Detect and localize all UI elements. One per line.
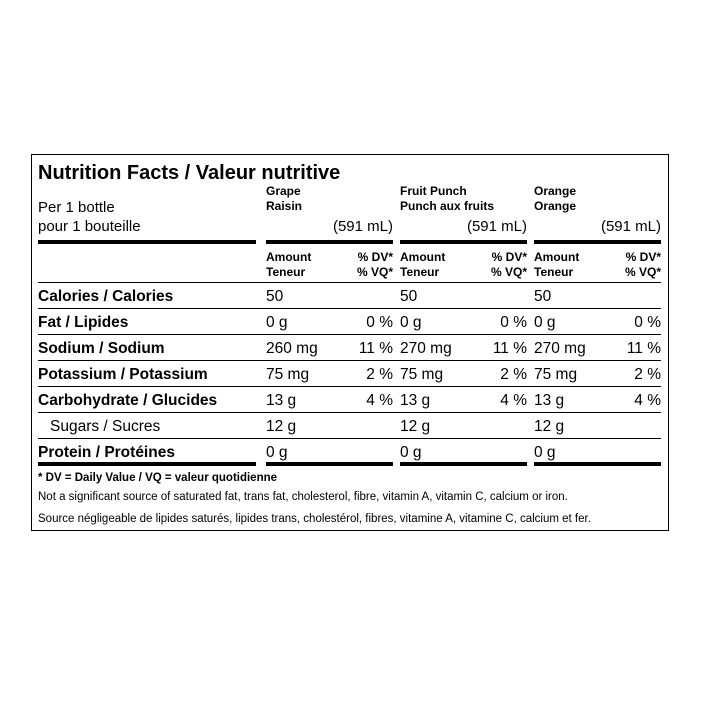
thick-rule-label-bottom	[38, 462, 256, 466]
amount-header-fr: Teneur	[400, 265, 440, 279]
serving-volume: (591 mL)	[466, 218, 527, 235]
nutrient-amount: 12 g	[400, 418, 431, 435]
nutrient-label: Carbohydrate / Glucides	[38, 392, 218, 409]
nutrient-daily-value: 11 %	[492, 340, 527, 357]
dv-header-fr: % VQ*	[490, 265, 527, 279]
nutrient-daily-value: 2 %	[634, 366, 661, 383]
nutrient-amount: 12 g	[266, 418, 297, 435]
nutrient-label: Potassium / Potassium	[38, 366, 208, 383]
serving-size-fr: pour 1 bouteille	[38, 218, 141, 235]
nutrient-amount: 75 mg	[400, 366, 444, 383]
nutrient-amount: 0 g	[266, 314, 288, 331]
nutrient-amount: 0 g	[266, 444, 288, 461]
flavor-name-fr: Raisin	[266, 199, 303, 213]
nutrient-amount: 0 g	[400, 444, 422, 461]
thick-rule-column-top	[534, 240, 661, 244]
nutrient-amount: 12 g	[534, 418, 565, 435]
nutrient-label: Calories / Calories	[38, 288, 174, 305]
nutrient-daily-value: 4 %	[634, 392, 661, 409]
amount-header-en: Amount	[400, 250, 446, 264]
row-rule	[38, 360, 661, 361]
nutrient-amount: 13 g	[534, 392, 565, 409]
dv-header-en: % DV*	[491, 250, 527, 264]
nutrient-amount: 50	[400, 288, 418, 305]
nutrient-daily-value: 4 %	[500, 392, 527, 409]
nutrient-daily-value: 0 %	[500, 314, 527, 331]
nutrient-amount: 0 g	[534, 314, 556, 331]
thick-rule-label-top	[38, 240, 256, 244]
footnote-french: Source négligeable de lipides saturés, lipides trans, cholestérol, fibres, vitamine A, vitamine C, calcium et fer.	[38, 513, 591, 525]
flavor-name-en: Fruit Punch	[400, 184, 467, 198]
nutrient-label: Sugars / Sucres	[50, 418, 161, 435]
nutrient-daily-value: 11 %	[358, 340, 393, 357]
nutrient-daily-value: 0 %	[634, 314, 661, 331]
nutrient-amount: 270 mg	[400, 340, 452, 357]
header-rule	[38, 282, 661, 283]
dv-footnote: * DV = Daily Value / VQ = valeur quotidienne	[38, 472, 278, 484]
nutrient-daily-value: 2 %	[500, 366, 527, 383]
nutrient-amount: 75 mg	[266, 366, 310, 383]
nutrient-amount: 50	[534, 288, 552, 305]
amount-header-fr: Teneur	[266, 265, 306, 279]
nutrient-amount: 0 g	[534, 444, 556, 461]
nutrient-amount: 50	[266, 288, 284, 305]
row-rule	[38, 334, 661, 335]
flavor-name-en: Grape	[266, 184, 301, 198]
thick-rule-column-bottom	[534, 462, 661, 466]
nutrient-amount: 270 mg	[534, 340, 586, 357]
row-rule	[38, 308, 661, 309]
nutrient-amount: 13 g	[400, 392, 431, 409]
dv-header-en: % DV*	[357, 250, 393, 264]
row-rule	[38, 386, 661, 387]
amount-header-fr: Teneur	[534, 265, 574, 279]
nutrient-amount: 0 g	[400, 314, 422, 331]
label-title: Nutrition Facts / Valeur nutritive	[38, 162, 341, 184]
row-rule	[38, 438, 661, 439]
thick-rule-column-bottom	[400, 462, 527, 466]
dv-header-en: % DV*	[625, 250, 661, 264]
nutrient-daily-value: 4 %	[366, 392, 393, 409]
flavor-name-en: Orange	[534, 184, 577, 198]
nutrition-facts-label	[31, 154, 669, 531]
serving-size-en: Per 1 bottle	[38, 199, 115, 216]
footnote-english: Not a significant source of saturated fat, trans fat, cholesterol, fibre, vitamin A, vitamin C, calcium or iron.	[38, 491, 568, 503]
nutrient-amount: 13 g	[266, 392, 297, 409]
nutrient-daily-value: 11 %	[626, 340, 661, 357]
thick-rule-column-top	[400, 240, 527, 244]
dv-header-fr: % VQ*	[624, 265, 661, 279]
serving-volume: (591 mL)	[600, 218, 661, 235]
nutrient-daily-value: 0 %	[366, 314, 393, 331]
flavor-name-fr: Orange	[534, 199, 577, 213]
nutrient-label: Sodium / Sodium	[38, 340, 165, 357]
row-rule	[38, 412, 661, 413]
dv-header-fr: % VQ*	[356, 265, 393, 279]
nutrient-label: Protein / Protéines	[38, 444, 175, 461]
thick-rule-column-top	[266, 240, 393, 244]
amount-header-en: Amount	[534, 250, 580, 264]
flavor-name-fr: Punch aux fruits	[400, 199, 495, 213]
amount-header-en: Amount	[266, 250, 312, 264]
nutrient-daily-value: 2 %	[366, 366, 393, 383]
thick-rule-column-bottom	[266, 462, 393, 466]
serving-volume: (591 mL)	[332, 218, 393, 235]
nutrient-amount: 75 mg	[534, 366, 578, 383]
nutrient-label: Fat / Lipides	[38, 314, 129, 331]
nutrient-amount: 260 mg	[266, 340, 318, 357]
